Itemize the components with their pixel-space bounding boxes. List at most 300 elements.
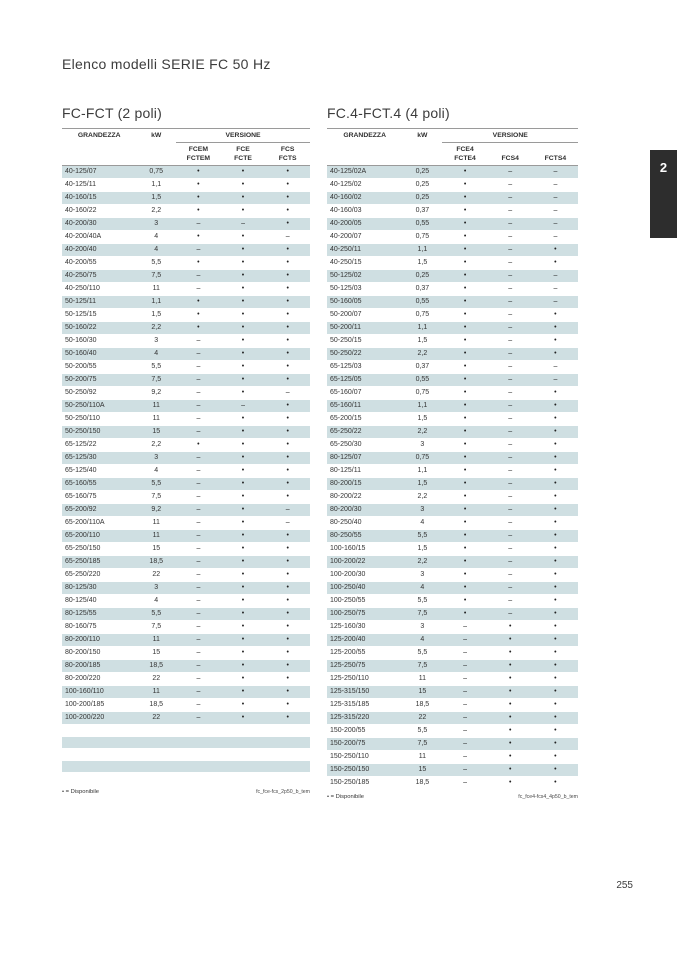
version-availability-cell: • <box>442 335 487 348</box>
kw-cell: 18,5 <box>402 699 442 712</box>
subheader-line: FCE <box>236 146 250 153</box>
version-availability-cell: – <box>488 452 533 465</box>
version-availability-cell: – <box>488 608 533 621</box>
version-availability-cell: • <box>221 660 266 673</box>
version-availability-cell: – <box>176 530 221 543</box>
version-availability-cell: – <box>488 543 533 556</box>
kw-cell: 2,2 <box>136 439 176 452</box>
version-availability-cell: • <box>442 361 487 374</box>
kw-cell: 11 <box>136 517 176 530</box>
subheader-line: FCTS4 <box>544 155 567 162</box>
version-availability-cell: • <box>265 621 310 634</box>
version-availability-cell: – <box>176 413 221 426</box>
model-cell: 50-200/11 <box>327 322 402 335</box>
file-reference: fc_fce4-fcs4_4p50_b_tem <box>518 794 578 800</box>
version-availability-cell: • <box>533 751 578 764</box>
version-availability-cell: – <box>488 296 533 309</box>
version-availability-cell: • <box>221 361 266 374</box>
version-availability-cell: • <box>221 322 266 335</box>
version-availability-cell: • <box>533 647 578 660</box>
model-cell: 150-250/150 <box>327 764 402 777</box>
version-availability-cell: • <box>442 283 487 296</box>
version-availability-cell: – <box>176 478 221 491</box>
table-row <box>327 452 578 465</box>
kw-cell: 11 <box>136 634 176 647</box>
version-availability-cell: • <box>265 166 310 179</box>
kw-cell: 5,5 <box>402 725 442 738</box>
kw-cell <box>136 749 176 761</box>
version-availability-cell: – <box>488 218 533 231</box>
table-row <box>327 478 578 491</box>
version-availability-cell: • <box>533 439 578 452</box>
table-row <box>327 413 578 426</box>
table-row <box>327 218 578 231</box>
kw-cell: 3 <box>402 621 442 634</box>
section-title-4-poli: FC.4-FCT.4 (4 poli) <box>327 105 450 121</box>
version-availability-cell: – <box>176 218 221 231</box>
kw-cell: 15 <box>136 647 176 660</box>
version-availability-cell: – <box>488 205 533 218</box>
kw-cell: 7,5 <box>402 660 442 673</box>
version-availability-cell: • <box>442 192 487 205</box>
subheader-line: FCTE <box>234 155 252 162</box>
kw-cell: 4 <box>402 634 442 647</box>
kw-cell: 5,5 <box>136 361 176 374</box>
version-availability-cell: • <box>442 465 487 478</box>
kw-cell: 1,1 <box>402 322 442 335</box>
version-availability-cell: • <box>221 647 266 660</box>
version-availability-cell: • <box>488 725 533 738</box>
kw-cell: 18,5 <box>136 699 176 712</box>
kw-cell <box>136 773 176 785</box>
table-row <box>327 582 578 595</box>
version-availability-cell: • <box>442 439 487 452</box>
table-header <box>327 129 578 166</box>
version-availability-cell: • <box>533 478 578 491</box>
version-availability-cell: • <box>488 751 533 764</box>
version-availability-cell: • <box>221 569 266 582</box>
table-row <box>62 504 310 517</box>
table-row <box>327 530 578 543</box>
version-availability-cell: • <box>221 595 266 608</box>
model-cell: 80-200/185 <box>62 660 136 673</box>
table-row <box>327 712 578 725</box>
table-row <box>62 647 310 660</box>
model-cell: 100-200/30 <box>327 569 402 582</box>
table-row <box>327 465 578 478</box>
model-cell: 100-200/185 <box>62 699 136 712</box>
model-cell: 100-250/75 <box>327 608 402 621</box>
kw-cell <box>136 725 176 737</box>
kw-cell: 0,55 <box>402 296 442 309</box>
version-availability-cell: – <box>176 335 221 348</box>
version-availability-cell: – <box>176 686 221 699</box>
model-cell: 100-200/22 <box>327 556 402 569</box>
version-availability-cell: • <box>265 179 310 192</box>
model-cell: 80-200/22 <box>327 491 402 504</box>
table-row <box>327 647 578 660</box>
model-cell: 125-160/30 <box>327 621 402 634</box>
version-availability-cell: – <box>488 309 533 322</box>
table-row <box>62 660 310 673</box>
version-availability-cell: • <box>265 400 310 413</box>
kw-cell: 22 <box>136 569 176 582</box>
version-availability-cell: • <box>442 374 487 387</box>
version-availability-cell: • <box>442 309 487 322</box>
model-cell: 80-160/75 <box>62 621 136 634</box>
version-availability-cell: – <box>176 504 221 517</box>
version-availability-cell: • <box>533 777 578 790</box>
version-availability-cell: • <box>221 335 266 348</box>
model-cell: 80-200/15 <box>327 478 402 491</box>
version-availability-cell <box>176 761 221 773</box>
version-availability-cell: • <box>265 647 310 660</box>
column-header-kw: kW <box>402 129 442 143</box>
table-row <box>62 673 310 686</box>
version-availability-cell: • <box>533 686 578 699</box>
model-cell: 40-200/40A <box>62 231 136 244</box>
kw-cell: 5,5 <box>136 608 176 621</box>
model-cell: 125-200/55 <box>327 647 402 660</box>
column-header-grandezza: GRANDEZZA <box>62 129 136 143</box>
table-row <box>327 192 578 205</box>
model-cell: 50-250/110 <box>62 413 136 426</box>
table-row <box>62 608 310 621</box>
model-cell: 40-200/30 <box>62 218 136 231</box>
version-availability-cell: • <box>265 530 310 543</box>
table-row <box>62 439 310 452</box>
version-availability-cell: • <box>221 426 266 439</box>
version-availability-cell: – <box>176 374 221 387</box>
version-availability-cell: • <box>221 309 266 322</box>
table-row <box>62 231 310 244</box>
version-availability-cell: • <box>265 205 310 218</box>
version-availability-cell: – <box>488 517 533 530</box>
version-availability-cell: • <box>488 634 533 647</box>
kw-cell: 18,5 <box>136 660 176 673</box>
table-row <box>327 738 578 751</box>
version-availability-cell: – <box>176 660 221 673</box>
version-availability-cell: – <box>533 296 578 309</box>
kw-cell: 0,37 <box>402 205 442 218</box>
table-row <box>327 673 578 686</box>
version-availability-cell: • <box>442 322 487 335</box>
version-availability-cell: • <box>442 517 487 530</box>
table-row <box>62 517 310 530</box>
subheader-line: FCEM <box>188 146 209 153</box>
version-availability-cell: – <box>265 231 310 244</box>
version-availability-cell: • <box>265 608 310 621</box>
model-cell: 40-200/07 <box>327 231 402 244</box>
kw-cell: 0,37 <box>402 361 442 374</box>
table-row <box>327 283 578 296</box>
version-availability-cell: • <box>442 452 487 465</box>
table-row <box>327 179 578 192</box>
version-availability-cell: • <box>442 478 487 491</box>
version-availability-cell: • <box>265 582 310 595</box>
kw-cell: 7,5 <box>136 374 176 387</box>
model-cell: 50-250/92 <box>62 387 136 400</box>
table-row <box>62 452 310 465</box>
kw-cell: 2,2 <box>136 322 176 335</box>
table-row <box>62 166 310 179</box>
version-availability-cell: • <box>488 660 533 673</box>
table-row <box>327 309 578 322</box>
table-row <box>327 504 578 517</box>
kw-cell: 0,55 <box>402 218 442 231</box>
version-availability-cell: • <box>533 764 578 777</box>
kw-cell: 15 <box>402 764 442 777</box>
kw-cell <box>136 737 176 749</box>
version-availability-cell: • <box>442 491 487 504</box>
kw-cell: 11 <box>402 673 442 686</box>
table-row <box>62 322 310 335</box>
table-row <box>327 231 578 244</box>
version-availability-cell: • <box>533 725 578 738</box>
kw-cell: 5,5 <box>402 530 442 543</box>
model-cell: 65-250/30 <box>327 439 402 452</box>
version-availability-cell: • <box>533 504 578 517</box>
table-row <box>62 712 310 725</box>
version-availability-cell: • <box>488 686 533 699</box>
version-availability-cell: – <box>176 361 221 374</box>
version-availability-cell: • <box>221 413 266 426</box>
version-availability-cell <box>265 749 310 761</box>
kw-cell: 1,5 <box>402 543 442 556</box>
model-cell: 50-250/110A <box>62 400 136 413</box>
version-availability-cell: • <box>488 647 533 660</box>
kw-cell: 5,5 <box>136 478 176 491</box>
table-row <box>62 179 310 192</box>
kw-cell: 15 <box>402 686 442 699</box>
version-availability-cell: – <box>488 582 533 595</box>
page-number: 255 <box>616 880 633 891</box>
version-availability-cell: • <box>221 192 266 205</box>
models-table-2-poli <box>62 128 310 785</box>
column-header-kw: kW <box>136 129 176 143</box>
version-availability-cell: • <box>176 322 221 335</box>
version-availability-cell: – <box>488 413 533 426</box>
version-availability-cell: – <box>533 231 578 244</box>
model-cell: 50-125/15 <box>62 309 136 322</box>
subheader-line: FCS4 <box>501 155 519 162</box>
version-availability-cell: – <box>533 179 578 192</box>
table-row <box>62 491 310 504</box>
version-availability-cell: • <box>221 296 266 309</box>
model-cell: 65-125/30 <box>62 452 136 465</box>
model-cell: 40-160/15 <box>62 192 136 205</box>
subheader-fcts4 <box>533 143 578 166</box>
version-availability-cell: • <box>533 608 578 621</box>
table-row <box>327 166 578 179</box>
header-spacer <box>327 143 402 166</box>
subheader-line: FCTEM <box>186 155 211 162</box>
version-availability-cell <box>265 725 310 737</box>
table-row <box>327 439 578 452</box>
version-availability-cell <box>176 737 221 749</box>
version-availability-cell <box>221 761 266 773</box>
kw-cell: 1,1 <box>402 244 442 257</box>
version-availability-cell: – <box>176 543 221 556</box>
table-row <box>327 257 578 270</box>
kw-cell: 0,37 <box>402 283 442 296</box>
version-availability-cell: • <box>265 270 310 283</box>
models-table-4-poli <box>327 128 578 790</box>
version-availability-cell: • <box>533 621 578 634</box>
version-availability-cell: • <box>533 491 578 504</box>
version-availability-cell: – <box>488 231 533 244</box>
table-row <box>62 348 310 361</box>
table-row <box>62 634 310 647</box>
model-cell: 50-160/30 <box>62 335 136 348</box>
version-availability-cell: • <box>533 517 578 530</box>
version-availability-cell: • <box>442 504 487 517</box>
version-availability-cell: – <box>488 348 533 361</box>
version-availability-cell: – <box>176 491 221 504</box>
kw-cell: 5,5 <box>402 647 442 660</box>
version-availability-cell: • <box>265 413 310 426</box>
version-availability-cell: • <box>533 465 578 478</box>
version-availability-cell: • <box>265 257 310 270</box>
version-availability-cell: – <box>176 647 221 660</box>
version-availability-cell: – <box>488 244 533 257</box>
table-row <box>327 777 578 790</box>
version-availability-cell: • <box>488 712 533 725</box>
version-availability-cell: • <box>442 543 487 556</box>
model-cell: 65-250/220 <box>62 569 136 582</box>
version-availability-cell: • <box>442 595 487 608</box>
table-row <box>327 608 578 621</box>
version-availability-cell: • <box>265 543 310 556</box>
version-availability-cell: – <box>442 725 487 738</box>
table-row <box>327 699 578 712</box>
model-cell: 65-125/22 <box>62 439 136 452</box>
version-availability-cell: – <box>176 426 221 439</box>
version-availability-cell: – <box>488 166 533 179</box>
version-availability-cell: • <box>221 673 266 686</box>
version-availability-cell: – <box>533 218 578 231</box>
version-availability-cell <box>221 725 266 737</box>
version-availability-cell: • <box>442 556 487 569</box>
version-availability-cell: • <box>221 387 266 400</box>
model-cell: 50-160/22 <box>62 322 136 335</box>
version-availability-cell: • <box>221 543 266 556</box>
version-availability-cell: – <box>442 634 487 647</box>
kw-cell: 1,5 <box>136 309 176 322</box>
kw-cell: 1,5 <box>402 478 442 491</box>
model-cell: 125-315/185 <box>327 699 402 712</box>
kw-cell: 7,5 <box>402 608 442 621</box>
kw-cell: 0,75 <box>402 387 442 400</box>
version-availability-cell: • <box>265 686 310 699</box>
version-availability-cell: • <box>533 400 578 413</box>
table-row <box>327 491 578 504</box>
kw-cell: 22 <box>136 673 176 686</box>
version-availability-cell: • <box>533 452 578 465</box>
version-availability-cell: • <box>265 556 310 569</box>
version-availability-cell: • <box>265 478 310 491</box>
kw-cell: 5,5 <box>402 595 442 608</box>
version-availability-cell: – <box>488 361 533 374</box>
version-availability-cell: • <box>533 413 578 426</box>
version-availability-cell: • <box>176 309 221 322</box>
version-availability-cell: • <box>265 699 310 712</box>
model-cell: 125-315/150 <box>327 686 402 699</box>
kw-cell: 3 <box>136 452 176 465</box>
table-row <box>327 322 578 335</box>
table-body <box>327 166 578 790</box>
version-availability-cell: • <box>265 218 310 231</box>
kw-cell: 18,5 <box>136 556 176 569</box>
model-cell: 50-250/22 <box>327 348 402 361</box>
model-cell: 50-200/75 <box>62 374 136 387</box>
version-availability-cell: • <box>265 283 310 296</box>
kw-cell: 22 <box>402 712 442 725</box>
version-availability-cell: – <box>442 621 487 634</box>
kw-cell: 1,1 <box>136 179 176 192</box>
model-cell: 150-250/110 <box>327 751 402 764</box>
version-availability-cell: • <box>176 439 221 452</box>
version-availability-cell: – <box>176 634 221 647</box>
kw-cell: 3 <box>402 504 442 517</box>
subheader-line: FCTE4 <box>454 155 476 162</box>
table-row <box>62 737 310 749</box>
version-availability-cell: – <box>442 686 487 699</box>
kw-cell: 2,2 <box>402 426 442 439</box>
subheader-fce4-fcte4 <box>442 143 487 166</box>
version-availability-cell: • <box>265 335 310 348</box>
version-availability-cell: – <box>176 400 221 413</box>
kw-cell: 4 <box>136 244 176 257</box>
version-availability-cell: • <box>265 374 310 387</box>
version-availability-cell: • <box>533 673 578 686</box>
model-cell: 40-200/55 <box>62 257 136 270</box>
table-row <box>327 751 578 764</box>
version-availability-cell: • <box>265 348 310 361</box>
version-availability-cell: • <box>265 452 310 465</box>
table-row <box>327 426 578 439</box>
version-availability-cell: • <box>221 621 266 634</box>
kw-cell: 4 <box>402 517 442 530</box>
model-cell: 80-200/220 <box>62 673 136 686</box>
table-row <box>62 283 310 296</box>
version-availability-cell: • <box>533 738 578 751</box>
version-availability-cell: • <box>533 387 578 400</box>
table-row <box>62 582 310 595</box>
kw-cell: 2,2 <box>136 205 176 218</box>
subheader-fcem-fctem <box>176 143 221 166</box>
model-cell: 50-160/40 <box>62 348 136 361</box>
table-row <box>62 309 310 322</box>
version-availability-cell: – <box>488 569 533 582</box>
kw-cell: 1,5 <box>136 192 176 205</box>
table-row <box>62 270 310 283</box>
version-availability-cell: – <box>176 569 221 582</box>
model-cell: 65-200/15 <box>327 413 402 426</box>
kw-cell: 0,25 <box>402 179 442 192</box>
version-availability-cell: • <box>488 621 533 634</box>
kw-cell: 0,75 <box>402 452 442 465</box>
version-availability-cell: • <box>265 322 310 335</box>
kw-cell: 7,5 <box>136 621 176 634</box>
table-row <box>62 257 310 270</box>
version-availability-cell: • <box>221 348 266 361</box>
kw-cell: 3 <box>136 218 176 231</box>
kw-cell: 2,2 <box>402 556 442 569</box>
table-row <box>62 400 310 413</box>
version-availability-cell: – <box>265 517 310 530</box>
version-availability-cell: – <box>442 764 487 777</box>
